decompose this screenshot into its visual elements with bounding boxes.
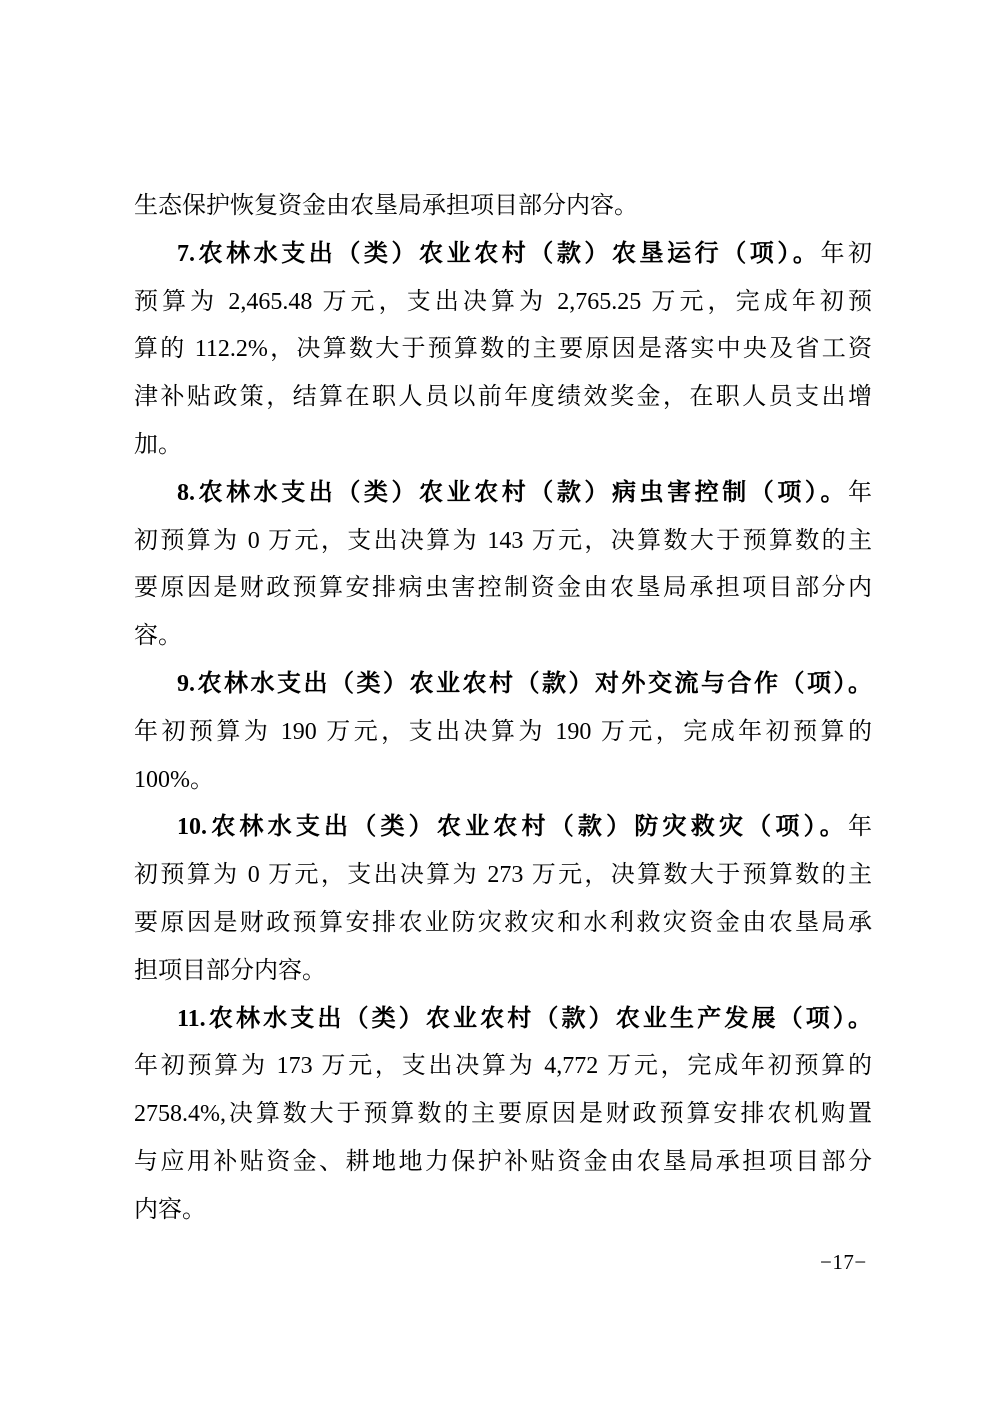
line-text: 要原因是财政预算安排农业防灾救灾和水利救灾资金由农垦局承 [134,909,872,936]
text-line [134,852,872,900]
page-number: −17− [820,1250,867,1274]
line-text: 加。 [134,431,182,458]
item-heading: 10.农林水支出（类）农业农村（款）防灾救灾（项）。 [177,814,848,841]
text-line [134,709,872,757]
document-body [134,183,872,1235]
text-line [134,422,872,470]
text-line [134,757,872,805]
line-text: 津补贴政策，结算在职人员以前年度绩效奖金，在职人员支出增 [134,384,872,411]
line-text: 预算为 2,465.48 万元，支出决算为 2,765.25 万元，完成年初预 [134,288,872,315]
item-heading: 8.农林水支出（类）农业农村（款）病虫害控制（项）。 [177,479,848,506]
line-text: 初预算为 0 万元，支出决算为 273 万元，决算数大于预算数的主 [134,862,872,889]
text-line [134,948,872,996]
line-text: 年初预算为 173 万元，支出决算为 4,772 万元，完成年初预算的 [134,1053,872,1080]
text-line [134,565,872,613]
text-line [134,518,872,566]
text-line [134,183,872,231]
text-line [134,470,872,518]
line-text: 容。 [134,623,182,650]
item-heading: 7.农林水支出（类）农业农村（款）农垦运行（项）。 [177,240,821,267]
text-line [134,374,872,422]
line-text: 年 [848,814,872,841]
text-line [134,1043,872,1091]
line-text: 2758.4%,决算数大于预算数的主要原因是财政预算安排农机购置 [134,1101,872,1128]
text-line [134,996,872,1044]
line-text: 与应用补贴资金、耕地地力保护补贴资金由农垦局承担项目部分 [134,1148,872,1175]
text-line [134,804,872,852]
line-text: 生态保护恢复资金由农垦局承担项目部分内容。 [134,193,638,219]
line-text: 要原因是财政预算安排病虫害控制资金由农垦局承担项目部分内 [134,575,872,602]
item-heading: 11.农林水支出（类）农业农村（款）农业生产发展（项）。 [177,1005,872,1032]
text-line [134,231,872,279]
line-text: 年 [848,479,872,506]
text-line [134,1091,872,1139]
line-text: 担项目部分内容。 [134,957,326,984]
line-text: 100%。 [134,766,214,793]
text-line [134,661,872,709]
text-line [134,1187,872,1235]
text-line [134,326,872,374]
line-text: 算的 112.2%，决算数大于预算数的主要原因是落实中央及省工资 [134,336,872,363]
line-text: 年初 [820,240,872,267]
item-heading: 9.农林水支出（类）农业农村（款）对外交流与合作（项）。 [177,670,872,697]
line-text: 年初预算为 190 万元，支出决算为 190 万元，完成年初预算的 [134,718,872,745]
text-line [134,1139,872,1187]
text-line [134,279,872,327]
text-line [134,613,872,661]
line-text: 内容。 [134,1196,206,1223]
line-text: 初预算为 0 万元，支出决算为 143 万元，决算数大于预算数的主 [134,527,872,554]
text-line [134,900,872,948]
